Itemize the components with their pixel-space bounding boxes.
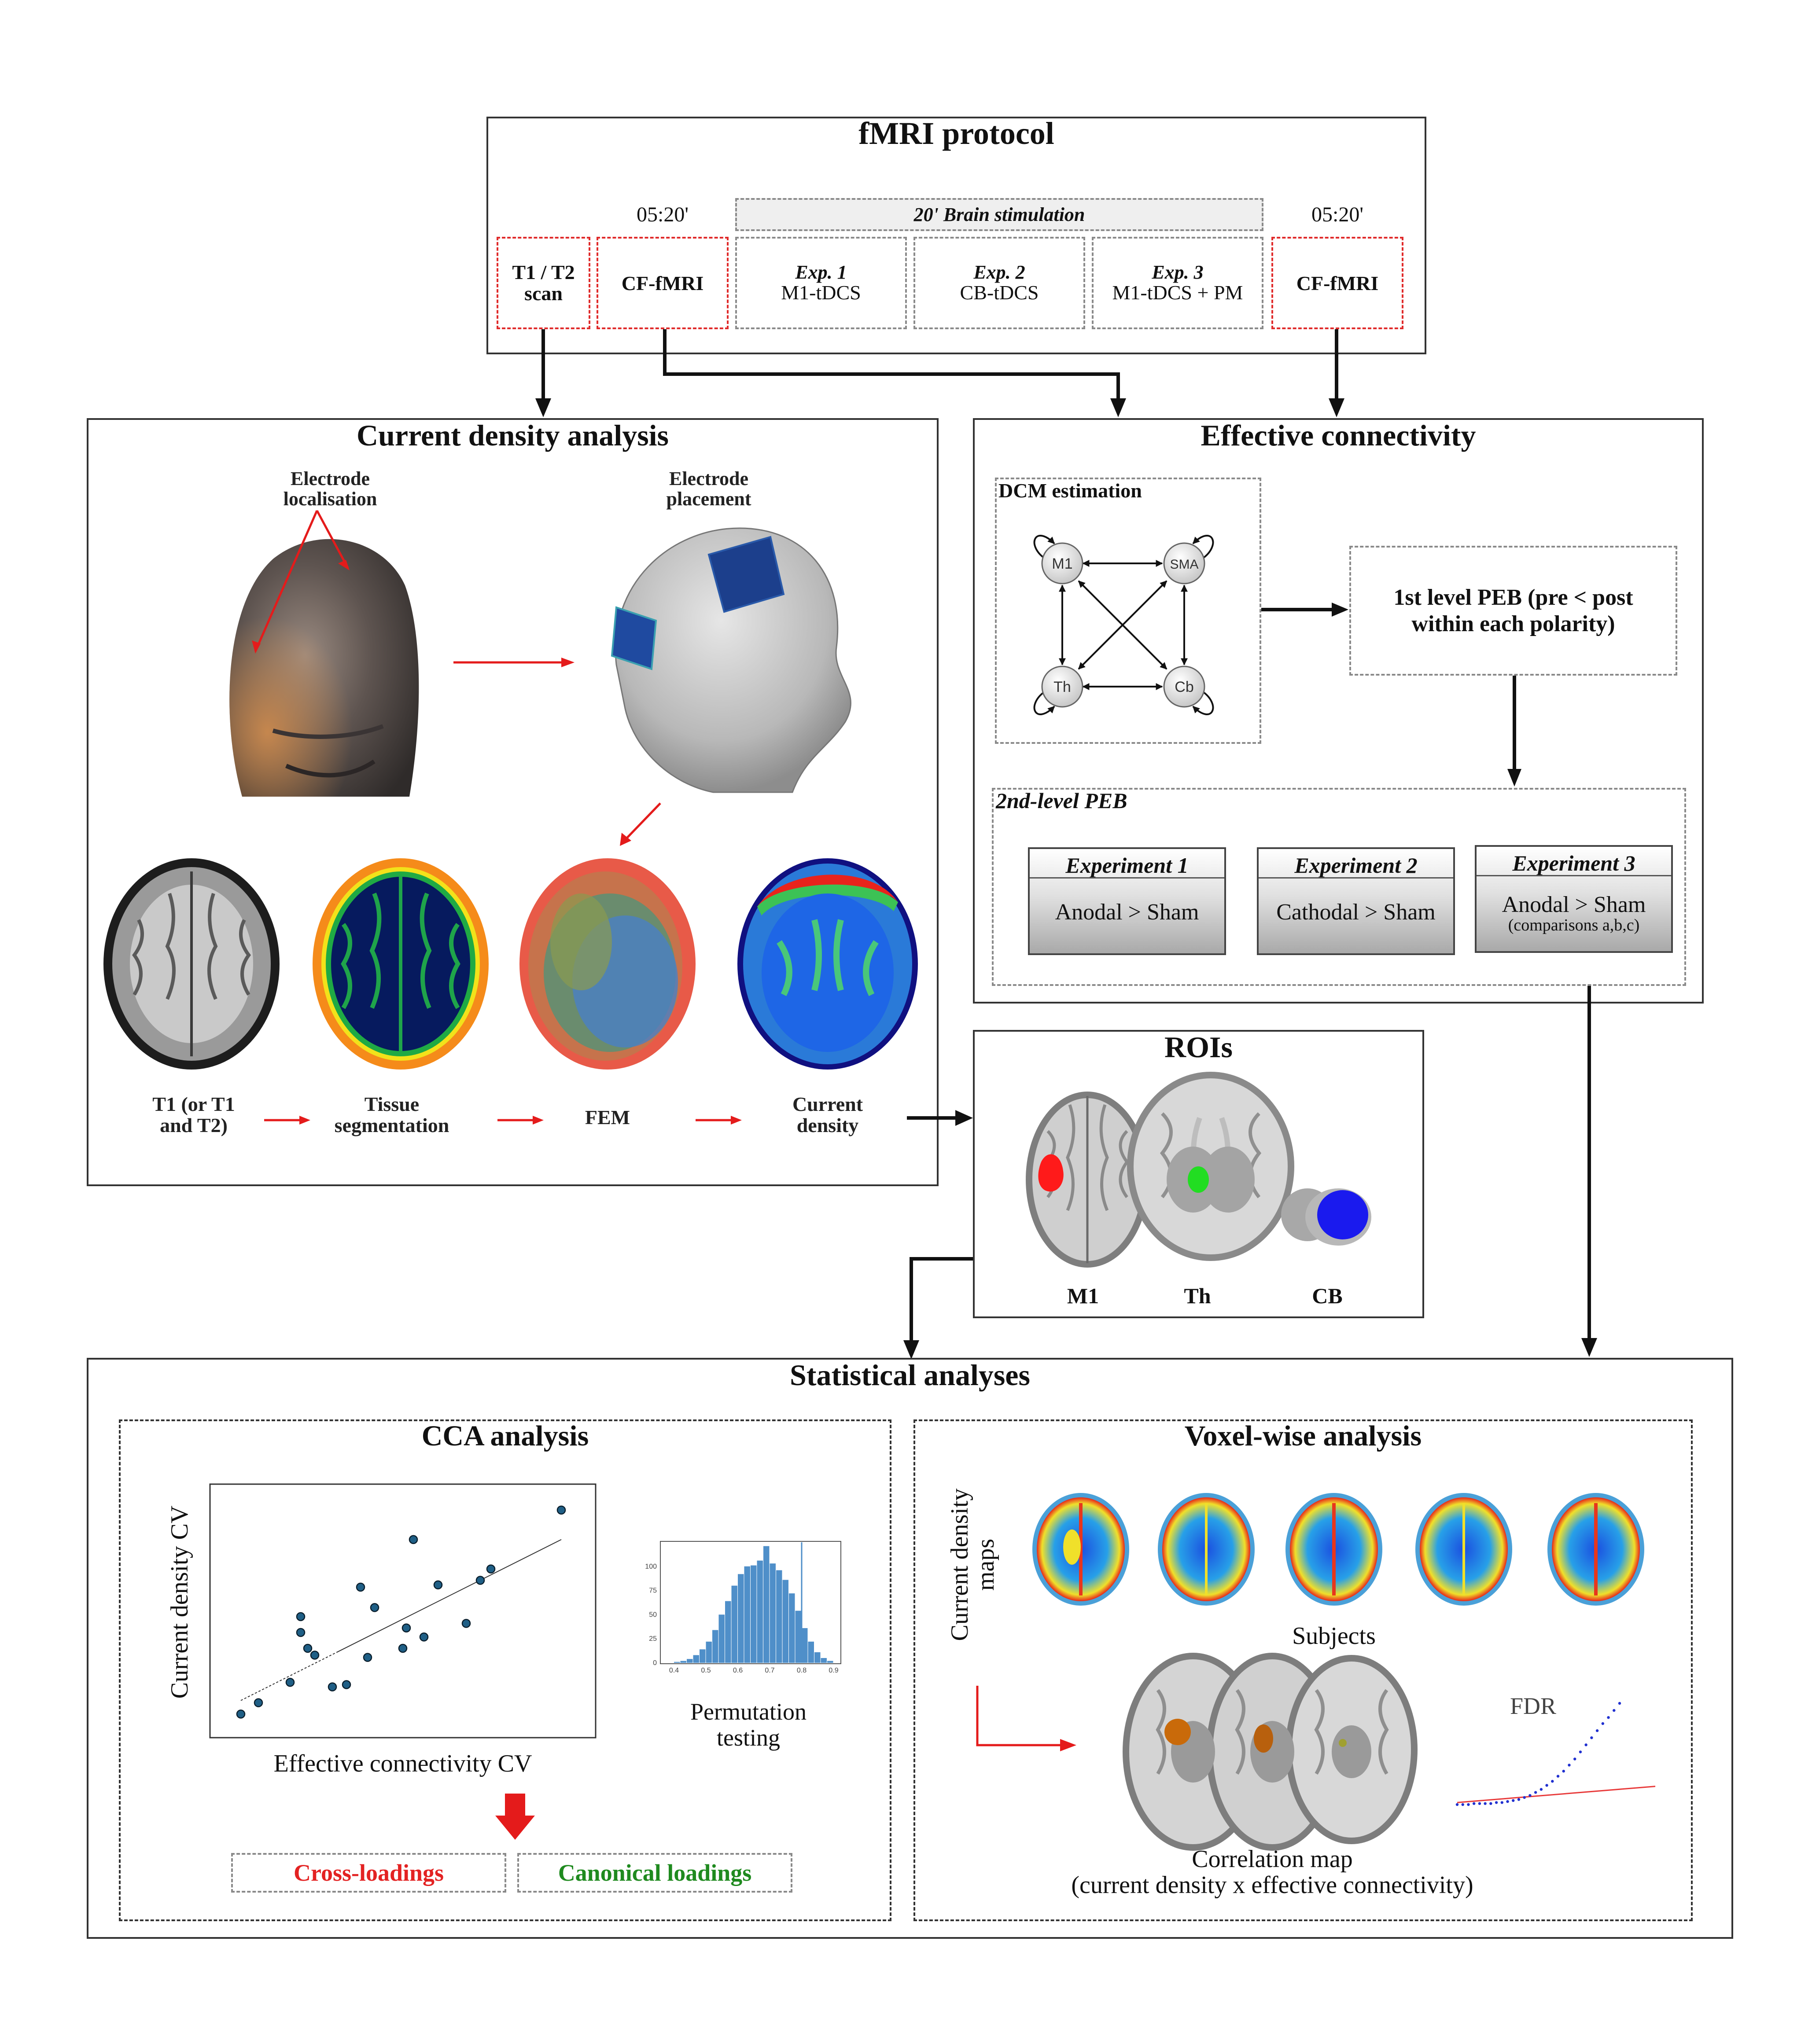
- hist-bar: [827, 1661, 833, 1663]
- scatter-point: [304, 1644, 312, 1652]
- hist-bar: [796, 1611, 802, 1663]
- fdr-point: [1590, 1736, 1593, 1739]
- cca-title: CCA analysis: [421, 1420, 589, 1452]
- fdr-point: [1545, 1784, 1548, 1787]
- node-th-label: Th: [1053, 679, 1071, 695]
- hist-bar: [725, 1601, 731, 1663]
- time-left: 05:20': [637, 203, 689, 226]
- scatter-point: [364, 1654, 372, 1662]
- scatter-point: [254, 1699, 262, 1707]
- electrode-placement-label: Electrode placement: [666, 468, 751, 510]
- fdr-point: [1456, 1803, 1458, 1806]
- hist-y-tick: 25: [649, 1635, 657, 1643]
- fdr-point: [1579, 1750, 1582, 1753]
- hist-bar: [687, 1659, 693, 1663]
- scatter-point: [357, 1583, 365, 1591]
- hist-bar: [712, 1630, 718, 1663]
- experiment-2-title: Experiment 2: [1294, 853, 1418, 878]
- effective-connectivity-title: Effective connectivity: [1201, 419, 1476, 452]
- subject-maps: [1030, 1490, 1660, 1609]
- hist-bar: [808, 1642, 814, 1663]
- fdr-point: [1528, 1794, 1531, 1797]
- current-density-maps-label: Current density maps: [946, 1488, 999, 1641]
- fdr-point: [1523, 1796, 1525, 1799]
- fdr-point: [1501, 1801, 1503, 1804]
- node-m1-label: M1: [1052, 555, 1073, 572]
- cross-loadings-label: Cross-loadings: [293, 1860, 444, 1886]
- t1t2-scan-label: T1 / T2 scan: [512, 261, 575, 305]
- fdr-point: [1607, 1716, 1609, 1719]
- fmri-protocol-title: fMRI protocol: [858, 116, 1054, 151]
- scatter-point: [557, 1506, 565, 1514]
- subject-map-2: [1158, 1493, 1255, 1606]
- scatter-point: [328, 1683, 336, 1691]
- scatter-point: [402, 1624, 410, 1632]
- peb2-title: 2nd-level PEB: [996, 788, 1127, 813]
- fdr-point: [1618, 1702, 1621, 1705]
- roi-label-cb: CB: [1312, 1283, 1343, 1308]
- fdr-threshold-line: [1457, 1787, 1655, 1803]
- experiment-2-sub: Cathodal > Sham: [1276, 900, 1436, 925]
- fdr-point: [1489, 1802, 1492, 1805]
- cca-xlabel: Effective connectivity CV: [273, 1750, 532, 1777]
- fdr-point: [1584, 1743, 1587, 1746]
- hist-bar: [744, 1566, 751, 1663]
- scatter-point: [286, 1678, 294, 1686]
- permutation-histogram: [634, 1536, 845, 1677]
- subject-map-3: [1285, 1493, 1382, 1606]
- subject-map-5: [1547, 1493, 1644, 1606]
- voxel-title: Voxel-wise analysis: [1184, 1420, 1422, 1452]
- experiment-3-sub: Anodal > Sham: [1502, 892, 1646, 917]
- canonical-loadings-label: Canonical loadings: [558, 1860, 752, 1886]
- hist-x-tick: 0.5: [701, 1667, 711, 1674]
- fdr-point: [1562, 1770, 1565, 1772]
- fdr-point: [1540, 1788, 1543, 1790]
- fdr-point: [1613, 1709, 1615, 1712]
- fdr-point: [1557, 1775, 1559, 1777]
- hist-y-tick: 0: [653, 1659, 657, 1667]
- fdr-point: [1473, 1802, 1475, 1805]
- experiment-3-note: (comparisons a,b,c): [1508, 916, 1640, 934]
- subjects-label: Subjects: [1292, 1622, 1376, 1650]
- fdr-point: [1462, 1803, 1464, 1806]
- roi-label-m1: M1: [1067, 1283, 1099, 1308]
- hist-bar: [738, 1574, 744, 1663]
- scatter-point: [399, 1644, 407, 1652]
- step-t1-label: T1 (or T1 and T2): [152, 1093, 235, 1137]
- permutation-label: Permutation testing: [690, 1698, 807, 1751]
- experiment-3-title: Experiment 3: [1512, 851, 1635, 875]
- fdr-point: [1551, 1780, 1554, 1783]
- cca-scatter-plot: [209, 1483, 597, 1739]
- hist-y-tick: 75: [649, 1587, 657, 1595]
- fdr-point: [1478, 1802, 1481, 1805]
- cf-fmri-left-label: CF-fMRI: [621, 272, 704, 294]
- step-current-density-label: Current density: [792, 1093, 863, 1137]
- hist-bar: [821, 1658, 827, 1663]
- fdr-point: [1517, 1798, 1520, 1801]
- node-cb-label: Cb: [1175, 679, 1194, 695]
- fdr-label: FDR: [1510, 1693, 1557, 1719]
- down-arrow-icon: [495, 1794, 535, 1842]
- hist-x-tick: 0.4: [669, 1667, 679, 1674]
- hist-bar: [700, 1649, 706, 1663]
- fdr-point: [1512, 1799, 1514, 1802]
- hist-bar: [757, 1561, 763, 1663]
- hist-bar: [706, 1642, 712, 1663]
- exp1-sub: M1-tDCS: [781, 281, 861, 304]
- step-segmentation-label: Tissue segmentation: [334, 1093, 449, 1137]
- hist-bar: [681, 1661, 687, 1663]
- time-right: 05:20': [1311, 203, 1363, 226]
- hist-bar: [763, 1546, 770, 1663]
- subject-map-1: [1032, 1493, 1129, 1606]
- exp2-title: Exp. 2: [973, 261, 1025, 283]
- fdr-point: [1495, 1801, 1498, 1804]
- exp3-title: Exp. 3: [1152, 261, 1204, 283]
- scatter-point: [434, 1581, 442, 1589]
- hist-x-tick: 0.7: [765, 1667, 775, 1674]
- correlation-map-brains: [1118, 1646, 1426, 1857]
- scatter-point: [237, 1710, 245, 1718]
- hist-y-tick: 100: [645, 1562, 657, 1570]
- hist-bar: [732, 1586, 738, 1663]
- scatter-point: [297, 1613, 305, 1621]
- experiment-1-sub: Anodal > Sham: [1055, 900, 1199, 925]
- cca-ylabel: Current density CV: [166, 1505, 193, 1699]
- correlation-map-label: Correlation map (current density x effective connectivity): [1071, 1845, 1473, 1899]
- hist-bar: [814, 1652, 821, 1663]
- hist-bar: [776, 1570, 782, 1663]
- hist-bar: [789, 1593, 795, 1663]
- rois-title: ROIs: [1164, 1030, 1233, 1064]
- red-corner-arrow: [973, 1686, 1079, 1756]
- electrode-localisation-label: Electrode localisation: [283, 468, 377, 510]
- dcm-title: DCM estimation: [998, 479, 1142, 502]
- hist-bar: [719, 1614, 725, 1663]
- corr-cluster-3: [1339, 1739, 1347, 1747]
- hist-y-tick: 50: [649, 1611, 657, 1619]
- hist-bar: [751, 1566, 757, 1663]
- fdr-point: [1534, 1791, 1537, 1794]
- hist-bar: [674, 1662, 680, 1663]
- fdr-point: [1568, 1764, 1570, 1766]
- corr-cluster-1: [1164, 1719, 1191, 1745]
- peb1-label: 1st level PEB (pre < post within each polarity): [1393, 585, 1633, 636]
- stimulation-label: 20' Brain stimulation: [913, 204, 1085, 225]
- hist-bar: [802, 1628, 808, 1663]
- hist-x-tick: 0.6: [733, 1667, 743, 1674]
- exp1-title: Exp. 1: [795, 261, 847, 283]
- scatter-point: [371, 1603, 379, 1611]
- scatter-point: [462, 1619, 470, 1627]
- cf-fmri-right-label: CF-fMRI: [1296, 272, 1379, 294]
- fdr-point: [1602, 1722, 1604, 1725]
- fdr-plot: [1453, 1695, 1660, 1818]
- fdr-point: [1596, 1729, 1598, 1732]
- scatter-frame: [210, 1484, 596, 1738]
- scatter-point: [420, 1633, 428, 1641]
- scatter-point: [476, 1577, 484, 1584]
- hist-bar: [770, 1563, 776, 1663]
- exp3-sub: M1-tDCS + PM: [1112, 281, 1243, 304]
- cross-loadings-box: [231, 1853, 506, 1893]
- fdr-point: [1484, 1802, 1486, 1805]
- hist-x-tick: 0.9: [829, 1667, 839, 1674]
- scatter-point: [409, 1536, 417, 1544]
- scatter-point: [311, 1651, 319, 1659]
- step-fem-label: FEM: [585, 1106, 630, 1129]
- subject-map-4: [1415, 1493, 1512, 1606]
- exp2-sub: CB-tDCS: [960, 281, 1039, 304]
- hist-x-tick: 0.8: [796, 1667, 807, 1674]
- hist-bar: [783, 1580, 789, 1663]
- fdr-point: [1573, 1757, 1576, 1760]
- scatter-point: [297, 1629, 305, 1636]
- experiment-1-title: Experiment 1: [1065, 853, 1189, 878]
- scatter-point: [343, 1680, 350, 1688]
- current-density-title: Current density analysis: [356, 419, 669, 452]
- canonical-loadings-box: [517, 1853, 792, 1893]
- node-sma-label: SMA: [1170, 557, 1199, 572]
- scatter-point: [487, 1565, 495, 1573]
- fdr-point: [1467, 1803, 1469, 1806]
- fdr-point: [1506, 1800, 1509, 1803]
- statistical-title: Statistical analyses: [790, 1358, 1030, 1392]
- roi-label-th: Th: [1184, 1283, 1211, 1308]
- corr-cluster-2: [1254, 1724, 1273, 1753]
- hist-bar: [693, 1655, 700, 1663]
